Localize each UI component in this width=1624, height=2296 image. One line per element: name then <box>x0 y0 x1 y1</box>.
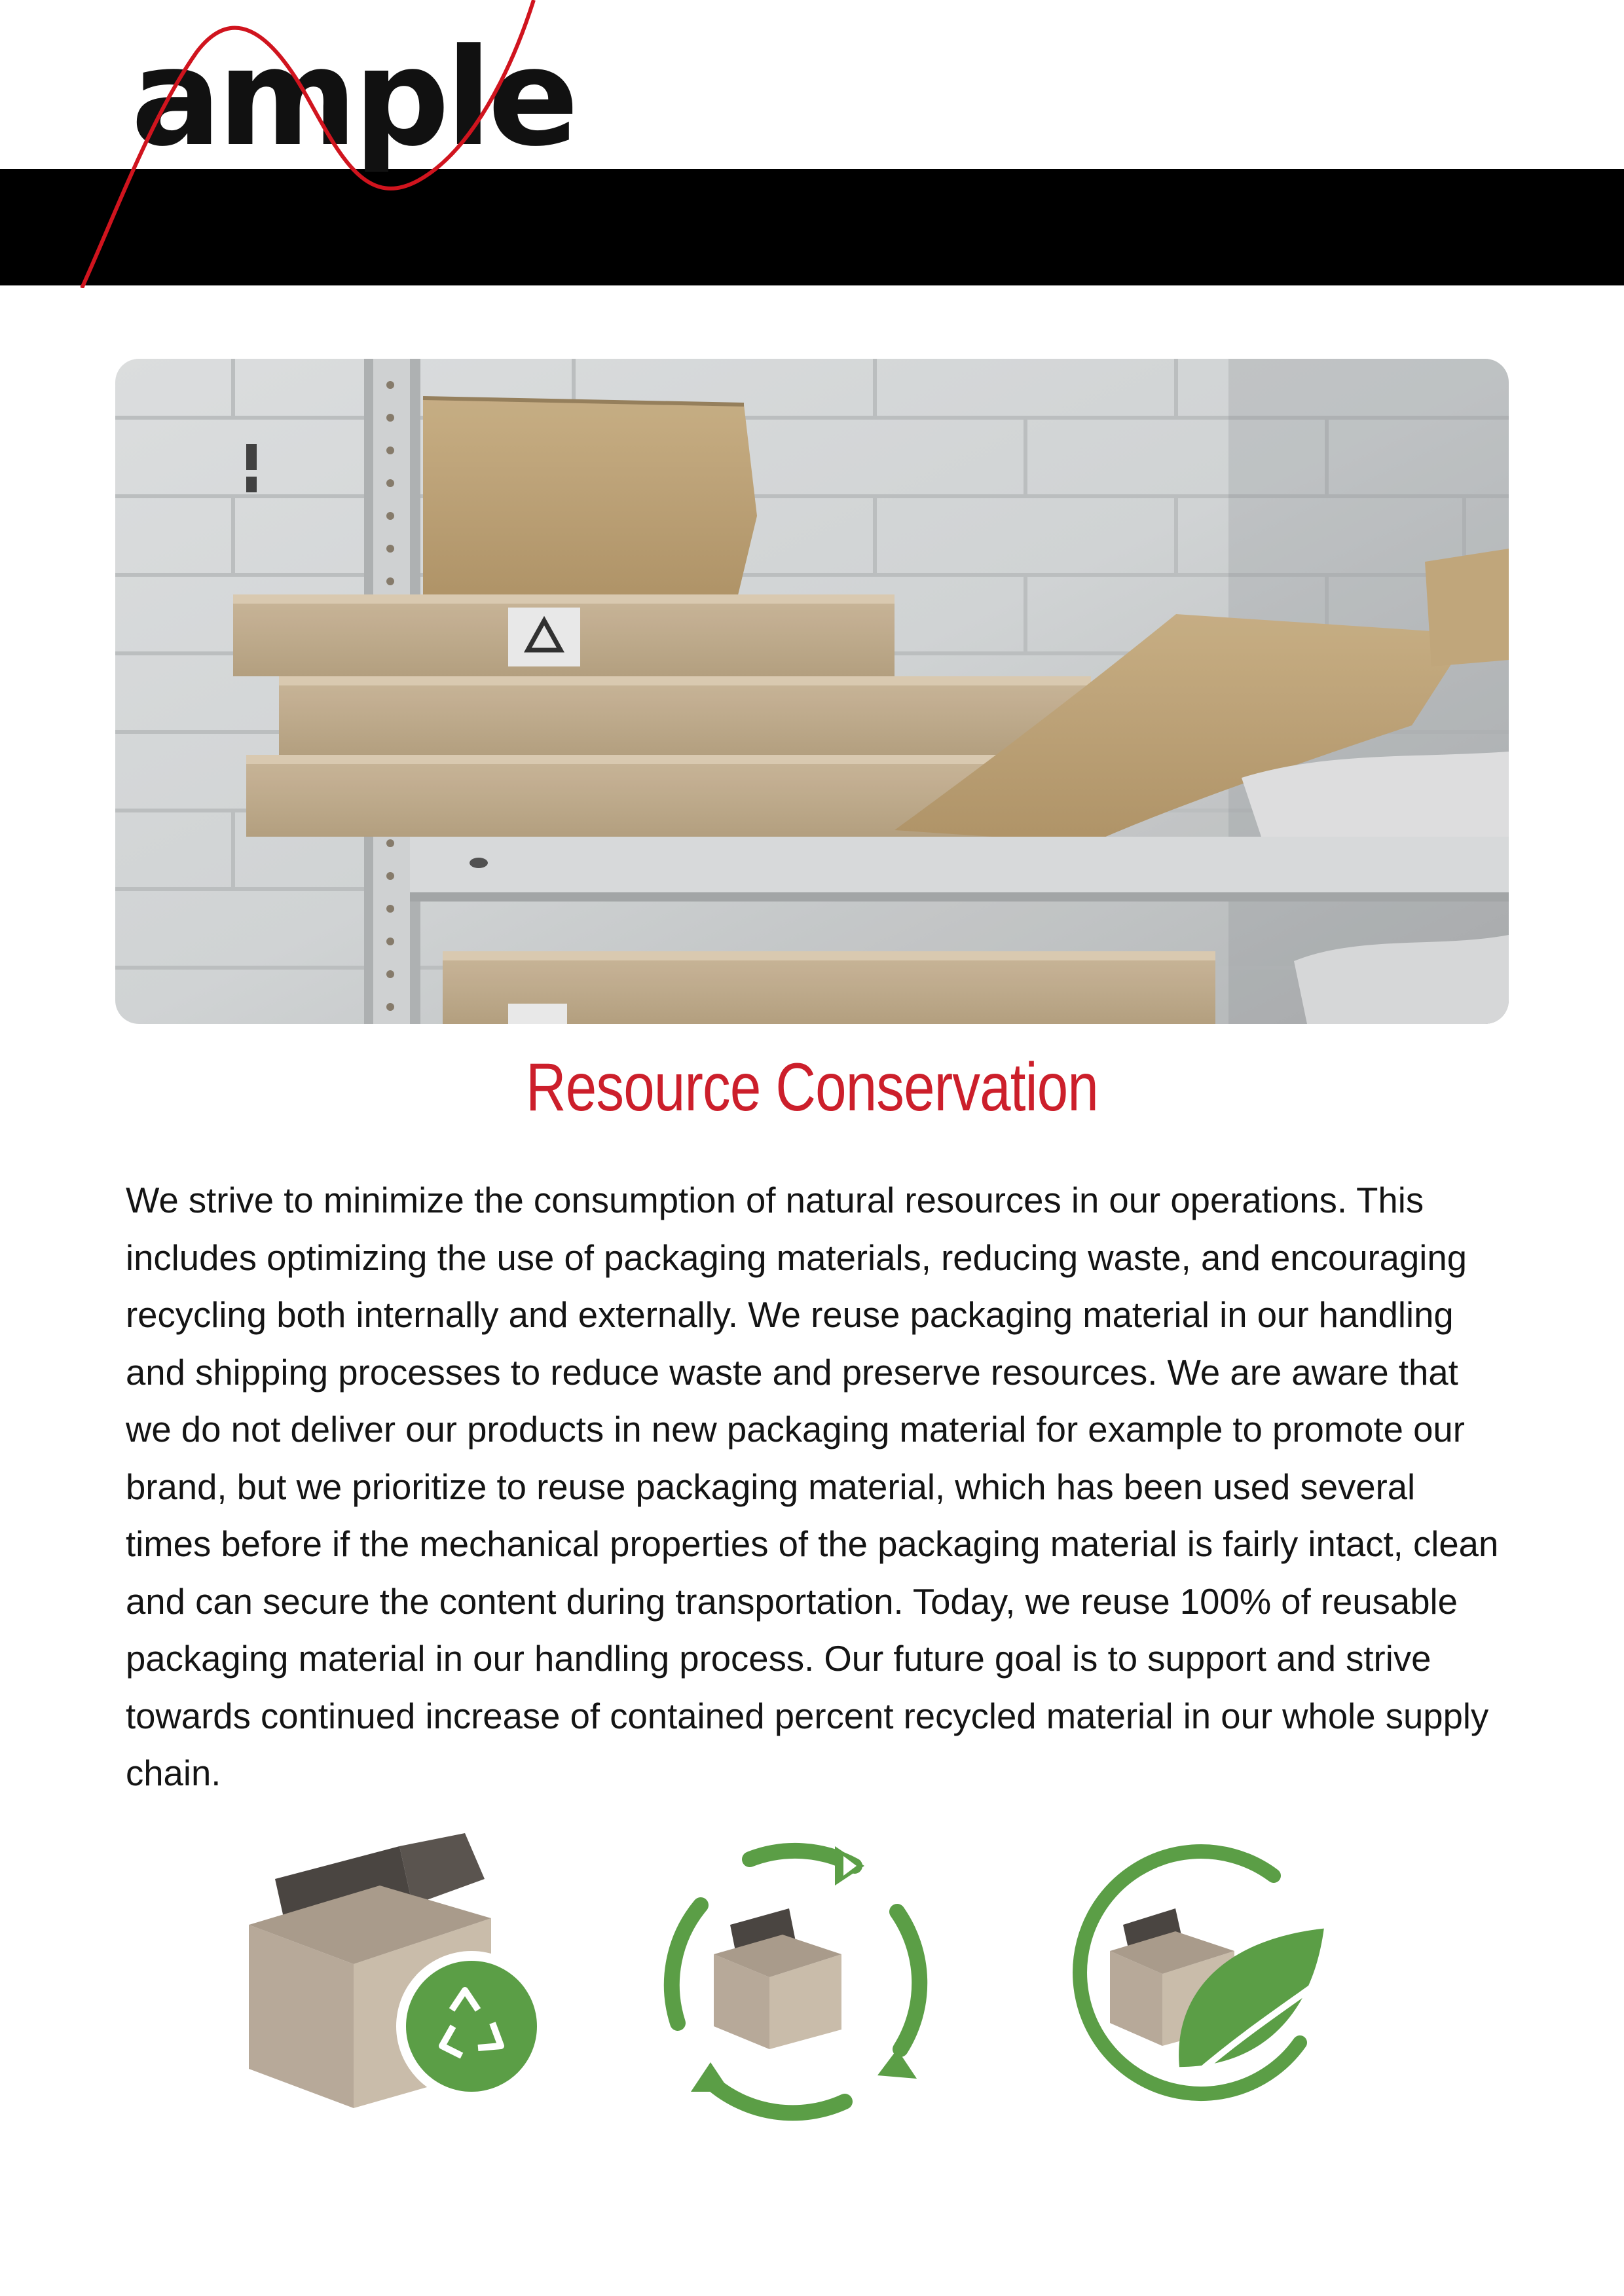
section-body: We strive to minimize the consumption of natural resources in our operations. This includes optimizing the use of packaging materials, reducing waste, and encouraging recycling both internally and externally. We reuse packaging material in our handling and shipping processes to reduce waste and preserve resources. We are aware that we do not deliver our products in new packaging material for example to promote our brand, but we prioritize to reuse packaging material, which has been used several times before if the mechanical properties of the packaging material is fairly intact, clean and can secure the content during transportation. Today, we reuse 100% of reusable packaging material in our handling process. Our future goal is to support and strive towards continued increase of contained percent recycled material in our whole supply chain. <box>126 1180 1499 1793</box>
hero-image <box>115 359 1509 1024</box>
box-recycling-cycle-icon <box>638 1827 953 2141</box>
logo-wordmark: ample <box>131 20 575 176</box>
company-logo[interactable] <box>0 0 589 288</box>
section-title: Resource Conservation <box>526 1049 1098 1125</box>
eco-box-leaf-icon <box>1044 1827 1359 2141</box>
recyclable-box-icon <box>249 1827 563 2141</box>
